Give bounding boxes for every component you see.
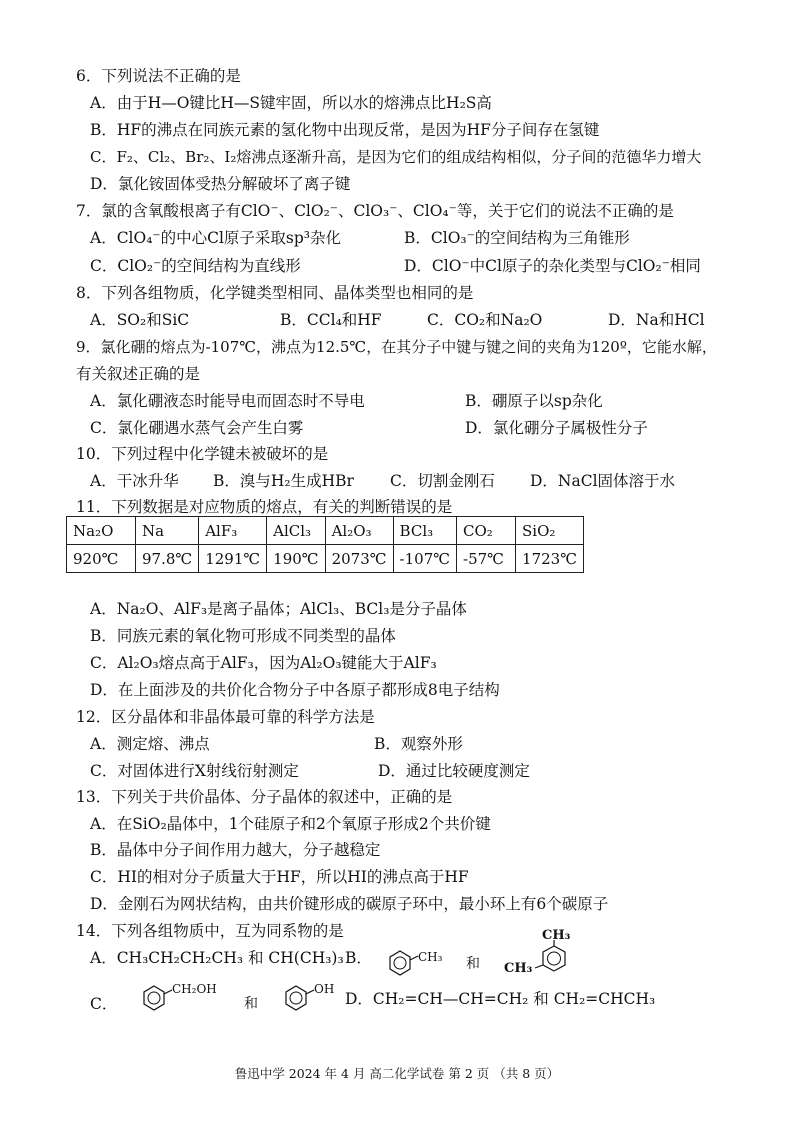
q10-option-c: C．切割金刚石	[390, 472, 495, 490]
q8-option-c: C．CO₂和Na₂O	[427, 311, 543, 329]
table-cell: 97.8℃	[136, 545, 199, 573]
q12-option-d: D．通过比较硬度测定	[378, 762, 530, 780]
toluene-structure	[386, 948, 446, 978]
q11-stem: 11．下列数据是对应物质的熔点，有关的判断错误的是	[76, 498, 453, 516]
q14-option-c-label: C．	[90, 995, 118, 1013]
table-cell: AlCl₃	[267, 517, 325, 545]
table-cell: 2073℃	[325, 545, 393, 573]
q9-option-d: D．氯化硼分子属极性分子	[465, 419, 648, 437]
q6-option-d: D．氯化铵固体受热分解破坏了离子键	[90, 175, 351, 193]
q6-option-a: A．由于H—O键比H—S键牢固，所以水的熔沸点比H₂S高	[90, 94, 492, 112]
q9-stem-line1: 9．氯化硼的熔点为-107℃，沸点为12.5℃，在其分子中键与键之间的夹角为120º，它能水解，	[76, 338, 717, 356]
table-row-substances	[67, 517, 584, 545]
q7-option-b: B．ClO₃⁻的空间结构为三角锥形	[404, 229, 630, 247]
q14-option-b-and: 和	[466, 956, 480, 972]
q12-stem: 12．区分晶体和非晶体最可靠的科学方法是	[76, 708, 375, 726]
q13-option-c: C．HI的相对分子质量大于HF，所以HI的沸点高于HF	[90, 868, 469, 886]
phenol-group-label: OH	[314, 982, 335, 996]
q9-option-c: C．氯化硼遇水蒸气会产生白雾	[90, 419, 304, 437]
table-cell: -107℃	[393, 545, 456, 573]
table-cell: 920℃	[67, 545, 136, 573]
q13-option-d: D．金刚石为网状结构，由共价键形成的碳原子环中，最小环上有6个碳原子	[90, 895, 609, 913]
benzyl-alcohol-structure	[140, 982, 220, 1014]
q9-stem-line2: 有关叙述正确的是	[76, 365, 201, 383]
xylene-methyl-top-label: CH₃	[542, 928, 571, 943]
table-cell: BCl₃	[393, 517, 456, 545]
q7-option-d: D．ClO⁻中Cl原子的杂化类型与ClO₂⁻相同	[404, 257, 701, 275]
phenol-structure	[282, 982, 342, 1014]
q13-stem: 13．下列关于共价晶体、分子晶体的叙述中，正确的是	[76, 788, 453, 806]
q14-stem: 14．下列各组物质中，互为同系物的是	[76, 922, 344, 940]
q12-option-b: B．观察外形	[374, 735, 463, 753]
q6-option-c: C．F₂、Cl₂、Br₂、I₂熔沸点逐渐升高，是因为它们的组成结构相似，分子间的范德华力增大	[90, 148, 702, 166]
table-cell: AlF₃	[199, 517, 267, 545]
xylene-structure	[502, 928, 574, 982]
table-cell: SiO₂	[516, 517, 584, 545]
q7-option-a: A．ClO₄⁻的中心Cl原子采取sp³杂化	[90, 229, 342, 247]
q14-option-c-and: 和	[244, 996, 258, 1012]
table-cell: Na₂O	[67, 517, 136, 545]
q6-option-b: B．HF的沸点在同族元素的氢化物中出现反常，是因为HF分子间存在氢键	[90, 121, 600, 139]
table-cell: 1291℃	[199, 545, 267, 573]
q8-option-a: A．SO₂和SiC	[90, 311, 190, 329]
q8-option-d: D．Na和HCl	[608, 311, 705, 329]
table-cell: Al₂O₃	[325, 517, 393, 545]
page-footer: 鲁迅中学 2024 年 4 月 高二化学试卷 第 2 页 （共 8 页）	[234, 1066, 560, 1081]
table-cell: Na	[136, 517, 199, 545]
q7-option-c: C．ClO₂⁻的空间结构为直线形	[90, 257, 301, 275]
q11-option-a: A．Na₂O、AlF₃是离子晶体；AlCl₃、BCl₃是分子晶体	[90, 600, 467, 618]
table-cell: 190℃	[267, 545, 325, 573]
q7-stem: 7．氯的含氧酸根离子有ClO⁻、ClO₂⁻、ClO₃⁻、ClO₄⁻等，关于它们的说法不正确的是	[76, 202, 674, 220]
table-cell: 1723℃	[516, 545, 584, 573]
xylene-methyl-left-label: CH₃	[504, 961, 533, 976]
q14-option-d: D．CH₂=CH—CH=CH₂ 和 CH₂=CHCH₃	[345, 990, 656, 1008]
q9-option-b: B．硼原子以sp杂化	[465, 392, 603, 410]
q9-option-a: A．氯化硼液态时能导电而固态时不导电	[90, 392, 365, 410]
q12-option-a: A．测定熔、沸点	[90, 735, 210, 753]
q14-option-b-label: B．	[345, 949, 372, 967]
table-cell: -57℃	[457, 545, 516, 573]
q10-option-b: B．溴与H₂生成HBr	[213, 472, 354, 490]
q11-option-d: D．在上面涉及的共价化合物分子中各原子都形成8电子结构	[90, 681, 500, 699]
q8-option-b: B．CCl₄和HF	[280, 311, 382, 329]
q6-stem: 6．下列说法不正确的是	[76, 67, 241, 85]
q10-stem: 10．下列过程中化学键未被破坏的是	[76, 445, 329, 463]
table-row-melting-points	[67, 545, 584, 573]
q10-option-d: D．NaCl固体溶于水	[530, 472, 676, 490]
q13-option-a: A．在SiO₂晶体中，1个硅原子和2个氧原子形成2个共价键	[90, 815, 491, 833]
q13-option-b: B．晶体中分子间作用力越大，分子越稳定	[90, 841, 381, 859]
table-cell: CO₂	[457, 517, 516, 545]
toluene-methyl-label: CH₃	[418, 950, 443, 964]
q11-option-b: B．同族元素的氧化物可形成不同类型的晶体	[90, 627, 396, 645]
q8-stem: 8．下列各组物质，化学键类型相同、晶体类型也相同的是	[76, 284, 474, 302]
q12-option-c: C．对固体进行X射线衍射测定	[90, 762, 299, 780]
melting-point-table	[66, 516, 584, 573]
q14-option-a: A．CH₃CH₂CH₂CH₃ 和 CH(CH₃)₃	[90, 949, 344, 967]
q11-option-c: C．Al₂O₃熔点高于AlF₃，因为Al₂O₃键能大于AlF₃	[90, 654, 437, 672]
benzyl-alcohol-group-label: CH₂OH	[172, 982, 217, 996]
q10-option-a: A．干冰升华	[90, 472, 179, 490]
